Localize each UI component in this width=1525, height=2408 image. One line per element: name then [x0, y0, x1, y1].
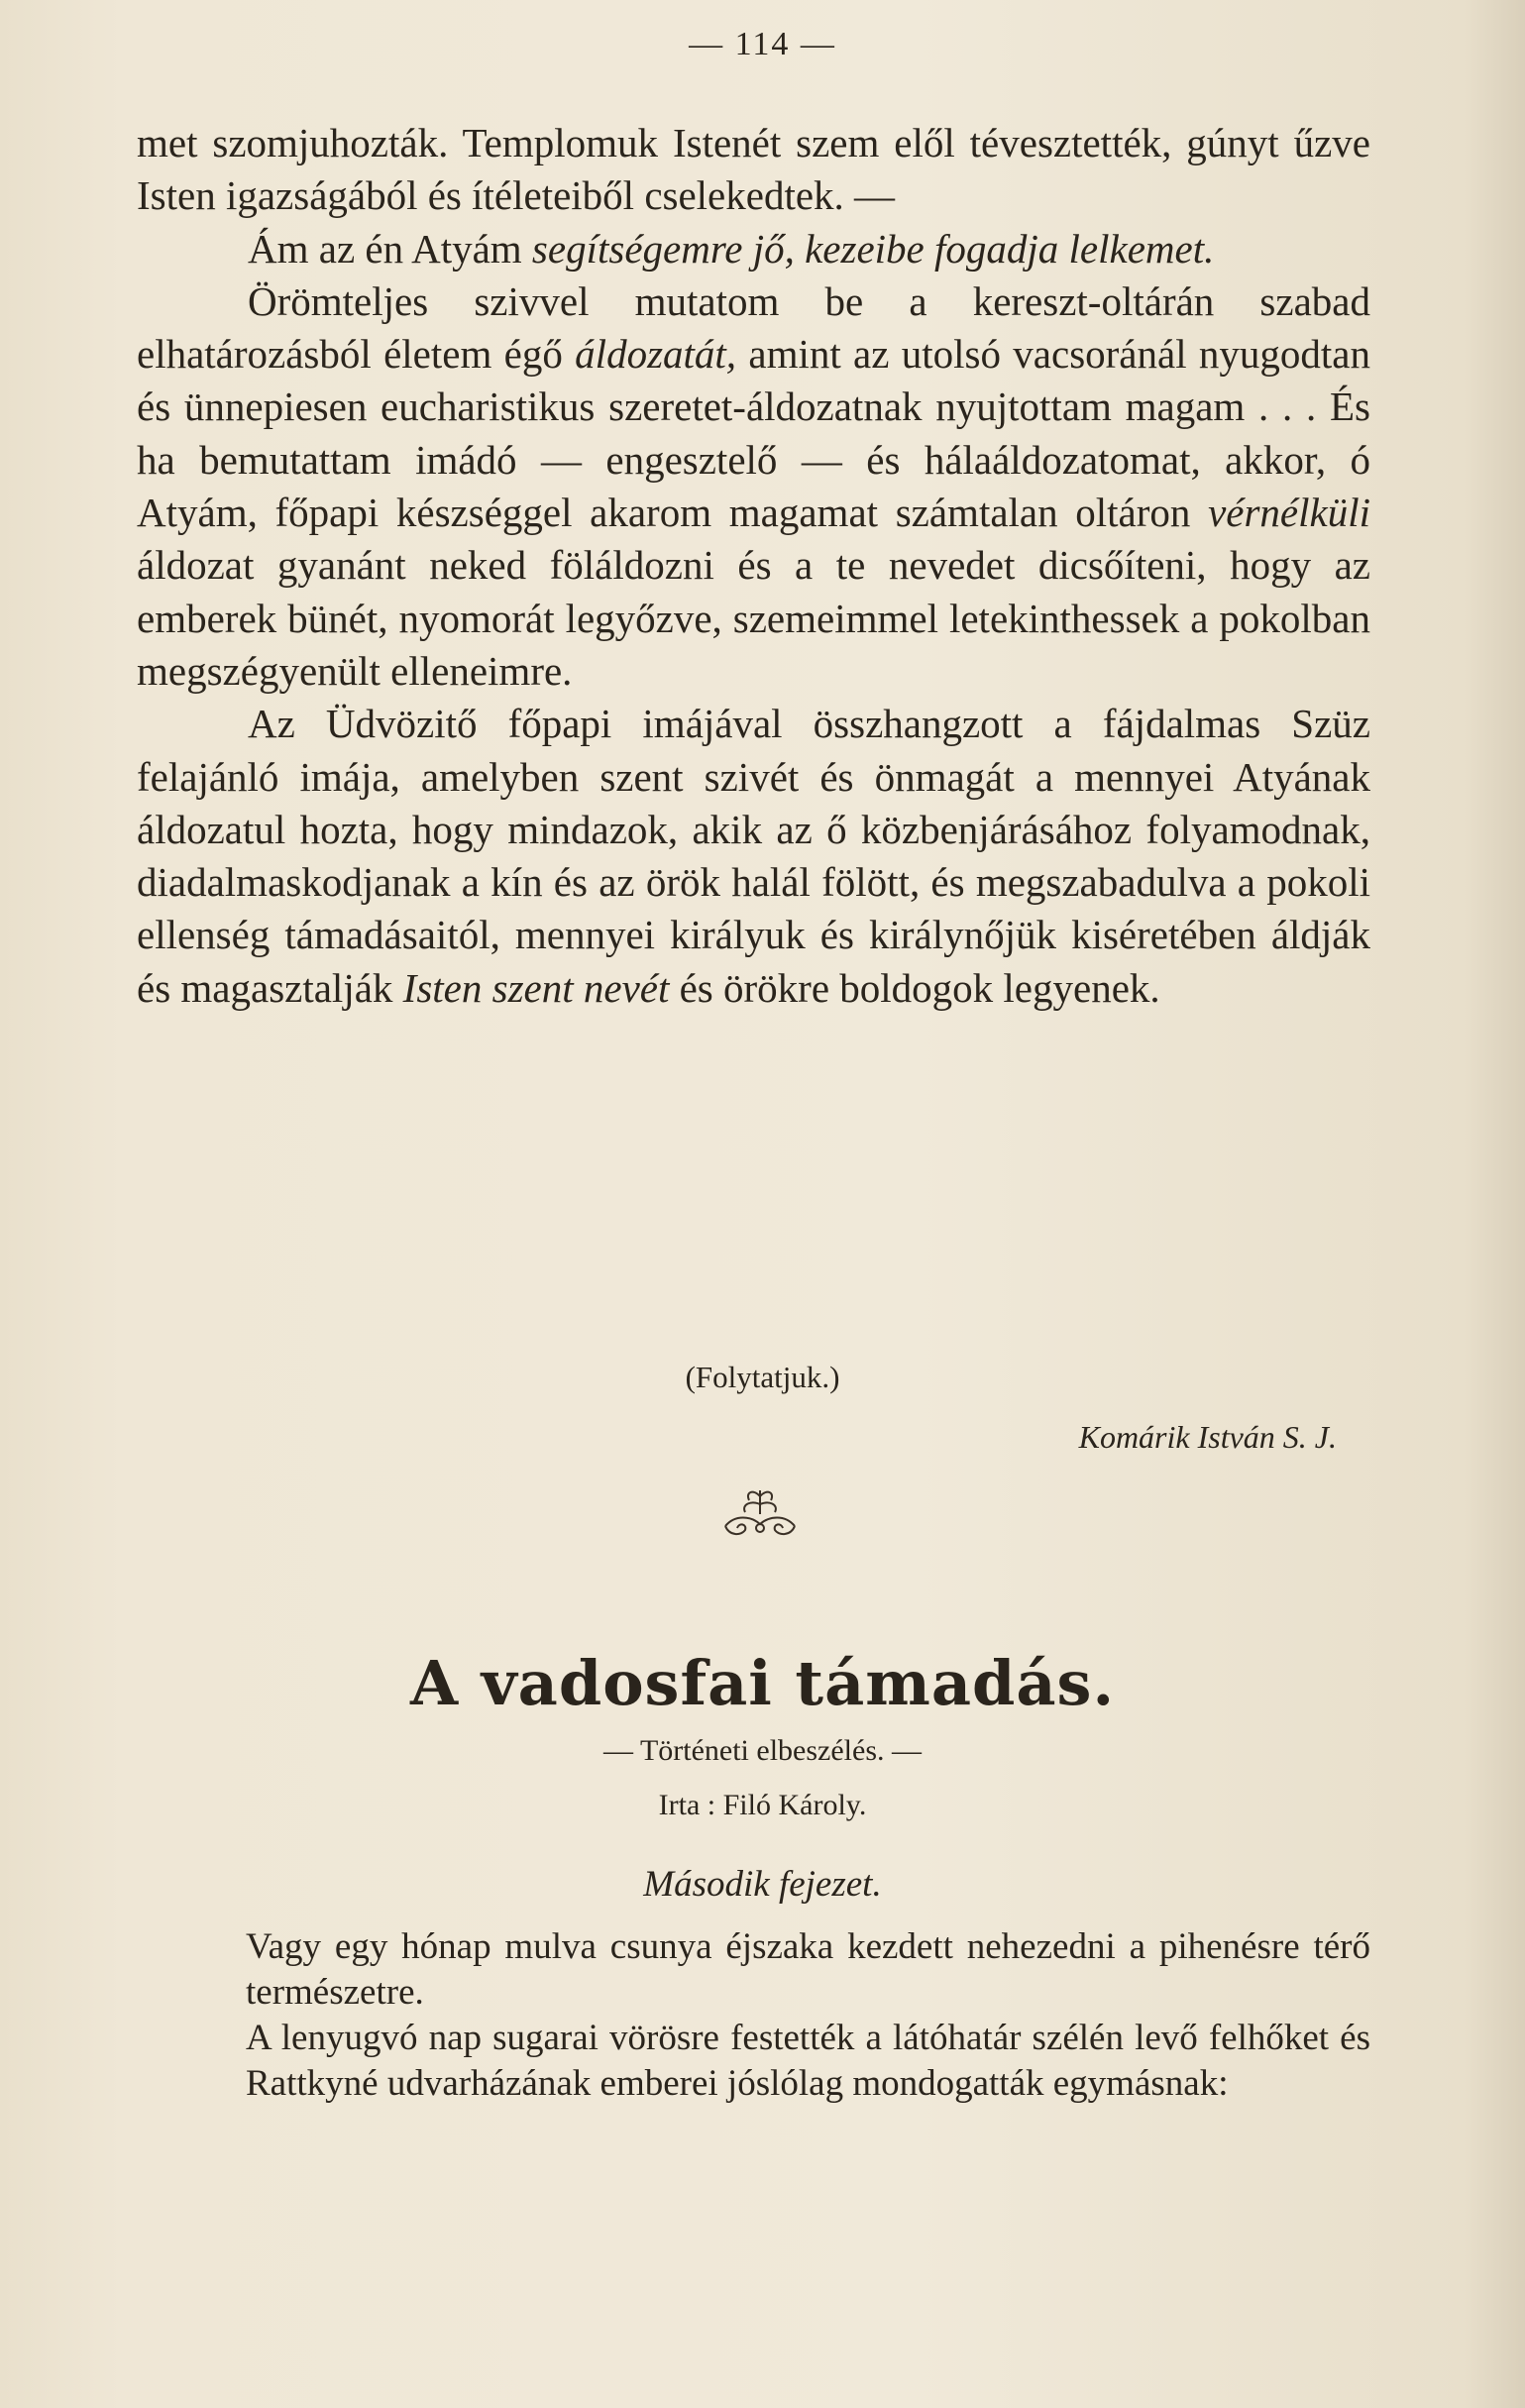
paragraph-text: met szomjuhozták. Templomuk Istenét szem elől tévesztették, gúnyt űzve Isten igazságából és ítéleteiből cselekedtek. — [137, 120, 1370, 219]
paragraph [137, 275, 1370, 698]
italic-text: segítségemre jő, kezeibe fogadja lelkemet. [531, 225, 1215, 272]
paragraph [246, 2016, 1370, 2107]
italic-text: Isten szent nevét [402, 964, 670, 1011]
paragraph [137, 223, 1370, 275]
author-signature: Komárik István S. J. [1078, 1419, 1337, 1455]
paragraph [137, 698, 1370, 1015]
paragraph-text: Ám az én Atyám [248, 225, 532, 272]
story-body [246, 1924, 1370, 2107]
chapter-heading: Második fejezet. [643, 1864, 882, 1905]
paragraph-text: amint az utolsó vacsoránál nyugodtan és ünnepiesen eucharistikus szeretet-áldozatnak nyujtottam magam . . . És ha bemutattam imádó — engesztelő — és hálaáldozatomat, akkor, ó Atyám, főpapi készséggel akarom magamat számtalan oltáron [137, 331, 1370, 536]
page-number: — 114 — [689, 26, 836, 62]
italic-text: áldozatát, [575, 331, 737, 378]
article-author: Irta : Filó Károly. [658, 1789, 867, 1821]
continued-note: (Folytatjuk.) [685, 1360, 840, 1394]
article-continuation-body [137, 117, 1370, 1015]
article-subtitle: — Történeti elbeszélés. — [602, 1734, 922, 1767]
paragraph [137, 117, 1370, 223]
paragraph-text: és örökre boldogok legyenek. [669, 964, 1160, 1011]
paragraph-text: áldozat gyanánt neked föláldozni és a te nevedet dicsőíteni, hogy az emberek bünét, nyomorát legyőzve, szemeimmel letekinthessek a pokolban megszégyenült elleneimre. [137, 542, 1370, 694]
paragraph-text: Örömteljes szivvel mutatom be a kereszt-oltárán szabad elhatározásból életem égő [137, 277, 1370, 378]
paragraph-text: Az Üdvözitő főpapi imájával összhangzott a fájdalmas Szüz felajánló imája, amelyben szent szivét és önmagát a mennyei Atyának áldozatul hozta, hogy mindazok, akik az ő közbenjárásához folyamodnak, diadalmaskodjanak a kín és az örök halál fölött, és megszabadulva a pokoli ellenség támadásaitól, mennyei királyuk és királynőjük kiséretében áldják és magasztalják [137, 701, 1370, 1011]
floral-ornament-icon [715, 1486, 805, 1544]
article-title: A vadosfai támadás. [409, 1647, 1116, 1719]
paragraph-text: A lenyugvó nap sugarai vörösre festették a látóhatár szélén levő felhőket és Rattkyné udvarházának emberei jóslólag mondogatták egymásnak: [246, 2018, 1370, 2104]
paragraph-text: Vagy egy hónap mulva csunya éjszaka kezdett nehezedni a pihenésre térő természetre. [246, 1926, 1370, 2013]
paragraph [246, 1924, 1370, 2016]
italic-text: vérnélküli [1208, 490, 1370, 536]
